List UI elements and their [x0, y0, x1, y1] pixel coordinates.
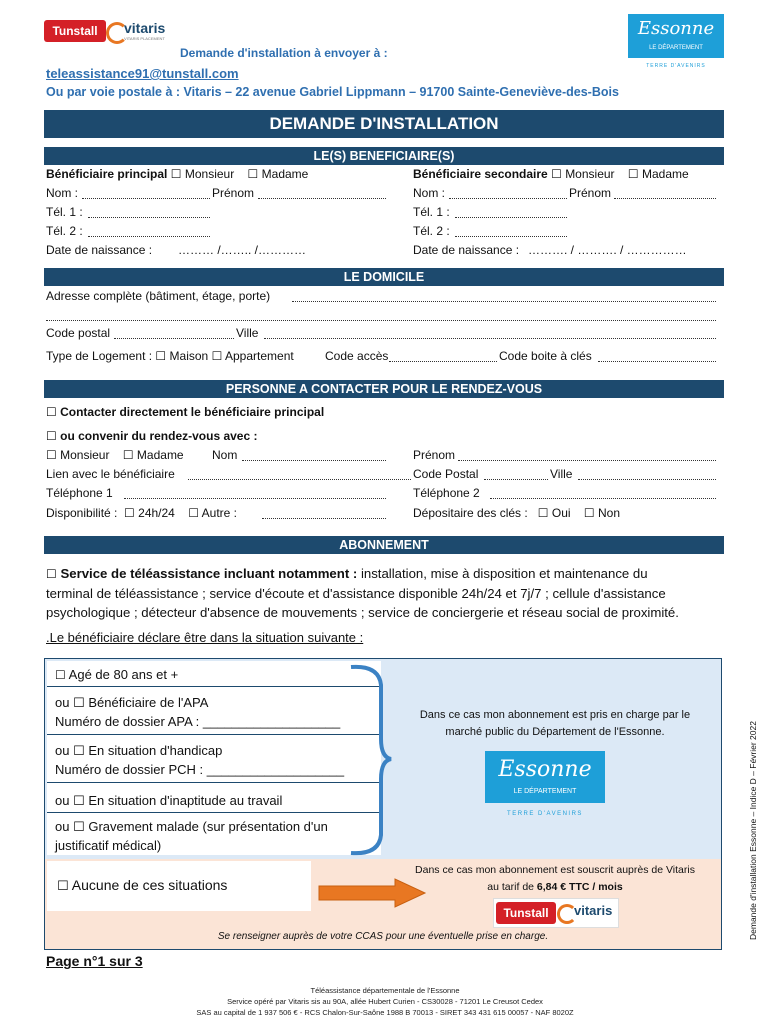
essonne-center-text: Essonne — [498, 757, 592, 782]
principal-nom-field[interactable] — [82, 187, 210, 199]
page-title: DEMANDE D'INSTALLATION — [44, 110, 724, 138]
contact-tel1-label: Téléphone 1 — [46, 486, 113, 500]
non-label: Non — [598, 506, 621, 520]
tunstall-vitaris-logo-small — [493, 898, 619, 928]
secondaire-prenom-field[interactable] — [614, 187, 716, 199]
contact-nom-label: Nom — [212, 448, 238, 462]
principal-tel1-field[interactable] — [88, 206, 210, 218]
apa-label[interactable]: ou ☐ Bénéficiaire de l'APA — [55, 695, 209, 710]
section-contact: PERSONNE A CONTACTER POUR LE RENDEZ-VOUS — [44, 380, 724, 398]
code-acces-label: Code accès — [325, 349, 389, 363]
oui-label: Oui — [551, 506, 571, 520]
aucune-checkbox[interactable]: ☐ — [57, 879, 69, 894]
h24-checkbox[interactable]: ☐ — [124, 506, 135, 520]
service-line2: terminal de téléassistance ; service d'écoute et d'assistance disponible 24h/24 et 7j/7 ; cellule d'assistance — [46, 586, 666, 601]
contact-tel2-field[interactable] — [490, 487, 716, 499]
age-label: Agé de 80 ans et + — [68, 667, 179, 682]
service-line3: psychologique ; détecteur d'absence de mouvements ; service de conciergerie et réseau social de proximité. — [46, 605, 679, 620]
adresse-label: Adresse complète (bâtiment, étage, porte) — [46, 289, 271, 303]
contact-convenir-label: ou convenir du rendez-vous avec : — [60, 429, 258, 443]
code-postal-field[interactable] — [114, 327, 234, 339]
contact-tel1-field[interactable] — [124, 487, 386, 499]
situation-inaptitude[interactable]: ou ☐ En situation d'inaptitude au travail — [47, 789, 381, 813]
footer-line2: Service opéré par Vitaris sis au 90A, allée Hubert Curien - CS30028 - 71201 Le Creusot Cedex — [227, 997, 543, 1006]
essonne-logo-text: Essonne — [637, 18, 715, 39]
pch-number[interactable]: Numéro de dossier PCH : ___________________ — [55, 762, 345, 777]
ville-label: Ville — [236, 326, 259, 340]
tarif-value: 6,84 € TTC / mois — [536, 881, 623, 893]
code-postal-label: Code postal — [46, 326, 111, 340]
contact-convenir-checkbox[interactable]: ☐ — [46, 429, 57, 443]
section-domicile: LE DOMICILE — [44, 268, 724, 286]
contact-tel2-label: Téléphone 2 — [413, 486, 480, 500]
principal-madame-checkbox[interactable]: ☐ — [247, 167, 259, 181]
principal-tel2-field[interactable] — [88, 225, 210, 237]
principal-tel1-label: Tél. 1 : — [46, 205, 83, 219]
secondaire-label: Bénéficiaire secondaire — [413, 167, 548, 181]
secondaire-madame-checkbox[interactable]: ☐ — [627, 167, 639, 181]
contact-madame-checkbox[interactable]: ☐ — [122, 448, 134, 462]
section-beneficiaires: LE(S) BENEFICIAIRE(S) — [44, 147, 724, 165]
ccas-note: Se renseigner auprès de votre CCAS pour une éventuelle prise en charge. — [217, 931, 549, 942]
vitaris-tagline: VITARIS PLACEMENT — [124, 36, 165, 41]
principal-prenom-label: Prénom — [212, 186, 255, 200]
postal-address: Ou par voie postale à : Vitaris – 22 avenue Gabriel Lippmann – 91700 Sainte-Geneviève-des-Bois — [46, 85, 619, 99]
contact-monsieur-checkbox[interactable]: ☐ — [46, 448, 57, 462]
principal-label: Bénéficiaire principal — [46, 167, 168, 181]
contact-ville-label: Ville — [550, 467, 573, 481]
essonne-center-tagline: TERRE D'AVENIRS — [507, 811, 583, 817]
situation-handicap — [47, 741, 381, 783]
contact-ville-field[interactable] — [578, 468, 716, 480]
declaration-label: .Le bénéficiaire déclare être dans la situation suivante : — [46, 630, 364, 645]
secondaire-nom-label: Nom : — [413, 186, 446, 200]
principal-dob-label: Date de naissance : — [46, 243, 153, 257]
contact-code-postal-label: Code Postal — [413, 467, 479, 481]
situation-malade — [47, 817, 381, 857]
secondaire-prenom-label: Prénom — [569, 186, 612, 200]
code-boite-field[interactable] — [598, 350, 716, 362]
principal-nom-label: Nom : — [46, 186, 79, 200]
oui-checkbox[interactable]: ☐ — [537, 506, 549, 520]
appartement-checkbox[interactable]: ☐ — [211, 349, 223, 363]
secondaire-monsieur-checkbox[interactable]: ☐ — [551, 167, 562, 181]
autre-field[interactable] — [262, 507, 386, 519]
maison-checkbox[interactable]: ☐ — [155, 349, 167, 363]
ville-field[interactable] — [264, 327, 716, 339]
page-number: Page n°1 sur 3 — [46, 953, 143, 969]
service-line1: installation, mise à disposition et maintenance du — [360, 566, 648, 581]
secondaire-tel1-label: Tél. 1 : — [413, 205, 450, 219]
contact-monsieur-label: Monsieur — [60, 448, 110, 462]
adresse-field[interactable] — [292, 290, 716, 302]
principal-madame-label: Madame — [261, 167, 309, 181]
maison-label: Maison — [169, 349, 209, 363]
malade-label-1[interactable]: ou ☐ Gravement malade (sur présentation d'un — [55, 819, 328, 834]
disponibilite-label: Disponibilité : — [46, 506, 118, 520]
principal-monsieur-label: Monsieur — [184, 167, 235, 181]
souscrit-line1: Dans ce cas mon abonnement est souscrit auprès de Vitaris — [415, 864, 695, 876]
contact-lien-label: Lien avec le bénéficiaire — [46, 467, 175, 481]
secondaire-tel2-field[interactable] — [455, 225, 567, 237]
non-checkbox[interactable]: ☐ — [583, 506, 595, 520]
principal-monsieur-checkbox[interactable]: ☐ — [170, 167, 182, 181]
secondaire-dob-field[interactable]: ………. / ………. / …………… — [528, 243, 687, 257]
prise-en-charge-text — [395, 707, 715, 741]
secondaire-tel2-label: Tél. 2 : — [413, 224, 450, 238]
secondaire-nom-field[interactable] — [449, 187, 567, 199]
contact-code-postal-field[interactable] — [484, 468, 548, 480]
essonne-logo — [628, 14, 724, 74]
souscrit-text — [395, 862, 715, 896]
adresse-field-line2[interactable] — [46, 309, 716, 321]
prise-en-charge-line2: marché public du Département de l'Essonne. — [445, 726, 665, 738]
depositaire-label: Dépositaire des clés : — [413, 506, 528, 520]
situation-age — [47, 663, 381, 687]
situation-apa — [47, 693, 381, 735]
contact-direct-label: Contacter directement le bénéficiaire principal — [60, 405, 325, 419]
autre-checkbox[interactable]: ☐ — [188, 506, 199, 520]
secondaire-tel1-field[interactable] — [455, 206, 567, 218]
principal-dob-field[interactable]: ……… /…….. /………… — [178, 243, 307, 257]
essonne-dept: LE DÉPARTEMENT — [649, 45, 703, 51]
contact-madame-label: Madame — [136, 448, 184, 462]
secondaire-dob-label: Date de naissance : — [413, 243, 520, 257]
side-note: Demande d'installation Essonne – Indice D – Février 2022 — [748, 721, 758, 940]
appartement-label: Appartement — [225, 349, 294, 363]
tunstall-brand: Tunstall — [44, 20, 106, 42]
contact-lien-field[interactable] — [188, 468, 411, 480]
contact-prenom-label: Prénom — [413, 448, 456, 462]
footer-line3: SAS au capital de 1 937 506 € - RCS Chalon-Sur-Saône 1988 B 70013 - SIRET 343 431 615 00057 - NAF 8020Z — [196, 1008, 574, 1017]
contact-prenom-field[interactable] — [458, 449, 716, 461]
malade-label-2: justificatif médical) — [55, 838, 162, 853]
principal-tel2-label: Tél. 2 : — [46, 224, 83, 238]
footer-line1: Téléassistance départementale de l'Essonne — [310, 986, 460, 995]
prise-en-charge-line1: Dans ce cas mon abonnement est pris en charge par le — [419, 709, 691, 721]
aucune-label: Aucune de ces situations — [71, 877, 228, 893]
footer — [0, 985, 770, 1018]
code-boite-label: Code boite à clés — [499, 349, 592, 363]
email-link[interactable]: teleassistance91@tunstall.com — [46, 66, 239, 81]
contact-direct-checkbox[interactable]: ☐ — [46, 405, 57, 419]
code-acces-field[interactable] — [389, 350, 497, 362]
service-description — [46, 564, 724, 622]
contact-nom-field[interactable] — [242, 449, 386, 461]
tunstall-vitaris-logo — [44, 18, 170, 46]
secondaire-madame-label: Madame — [642, 167, 689, 181]
age-checkbox[interactable]: ☐ — [55, 668, 66, 682]
vitaris-brand-small: vitaris — [574, 903, 613, 918]
h24-label: 24h/24 — [138, 506, 175, 520]
handicap-label[interactable]: ou ☐ En situation d'handicap — [55, 743, 223, 758]
secondaire-monsieur-label: Monsieur — [565, 167, 615, 181]
essonne-tagline: TERRE D'AVENIRS — [646, 63, 706, 69]
send-to-label: Demande d'installation à envoyer à : — [180, 46, 388, 60]
autre-label: Autre : — [201, 506, 237, 520]
tunstall-brand-small: Tunstall — [496, 902, 556, 924]
principal-prenom-field[interactable] — [258, 187, 386, 199]
apa-number[interactable]: Numéro de dossier APA : ___________________ — [55, 714, 341, 729]
service-checkbox[interactable]: ☐ — [46, 567, 57, 581]
essonne-center-dept: LE DÉPARTEMENT — [513, 788, 577, 795]
aucune-situation — [57, 877, 227, 894]
vitaris-brand: vitaris — [124, 20, 166, 36]
brace-icon — [345, 659, 395, 859]
service-bold: Service de téléassistance incluant notamment : — [60, 566, 358, 581]
situations-box — [44, 658, 722, 950]
type-logement-label: Type de Logement : — [46, 349, 153, 363]
section-abonnement: ABONNEMENT — [44, 536, 724, 554]
souscrit-prefix: au tarif de — [487, 881, 534, 893]
essonne-logo-center — [485, 751, 605, 825]
